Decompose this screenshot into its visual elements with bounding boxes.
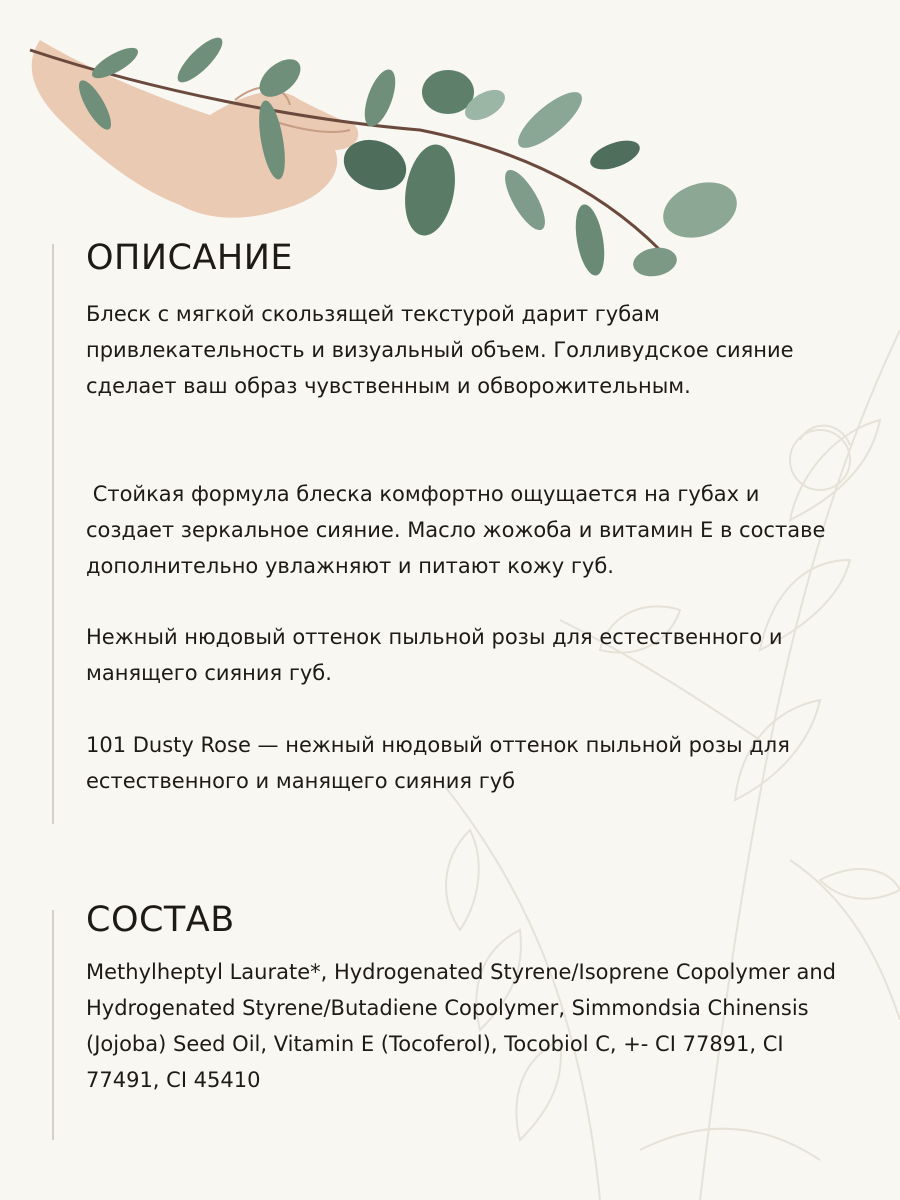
description-accent-rule [52, 244, 54, 824]
composition-heading: СОСТАВ [86, 900, 235, 940]
description-paragraph-1: Блеск с мягкой скользящей текстурой дарит губам привлекательность и визуальный объем. Голливудское сияние сделает ваш образ чувственным и обворожительным. [86, 302, 801, 398]
composition-accent-rule [52, 910, 54, 1140]
description-heading: ОПИСАНИЕ [86, 238, 294, 278]
description-paragraph-4: 101 Dusty Rose — нежный нюдовый оттенок пыльной розы для естественного и манящего сияния губ [86, 733, 797, 793]
composition-ingredients: Methylheptyl Laurate*, Hydrogenated Styrene/Isoprene Copolymer and Hydrogenated Styrene/Butadiene Copolymer, Simmondsia Chinensis (Jojoba) Seed Oil, Vitamin E (Tocoferol), Tocobiol C, +- CI 77891, CI 77491, CI 45410 [86, 960, 843, 1092]
description-paragraph-2: Стойкая формула блеска комфортно ощущается на губах и создает зеркальное сияние. Масло жожоба и витамин Е в составе дополнительно увлажняют и питают кожу губ. [86, 482, 833, 578]
description-paragraph-3: Нежный нюдовый оттенок пыльной розы для естественного и манящего сияния губ. [86, 625, 790, 685]
